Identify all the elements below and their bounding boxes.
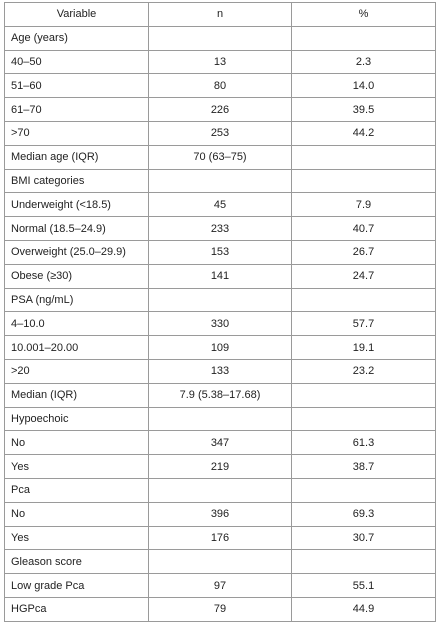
table-row <box>5 50 436 74</box>
n-cell: 396 <box>149 502 292 526</box>
n-cell: 7.9 (5.38–17.68) <box>149 383 292 407</box>
section-label: Hypoechoic <box>5 407 149 431</box>
table-row <box>5 74 436 98</box>
n-cell: 253 <box>149 121 292 145</box>
empty-cell <box>292 407 436 431</box>
percent-cell: 69.3 <box>292 502 436 526</box>
percent-cell: 30.7 <box>292 526 436 550</box>
variable-cell: Low grade Pca <box>5 574 149 598</box>
percent-cell: 55.1 <box>292 574 436 598</box>
variable-cell: 51–60 <box>5 74 149 98</box>
table-row <box>5 455 436 479</box>
empty-cell <box>149 550 292 574</box>
percent-cell: 44.9 <box>292 597 436 621</box>
percent-cell: 44.2 <box>292 121 436 145</box>
empty-cell <box>292 550 436 574</box>
empty-cell <box>149 288 292 312</box>
table-row <box>5 240 436 264</box>
n-cell: 70 (63–75) <box>149 145 292 169</box>
variable-cell: 61–70 <box>5 98 149 122</box>
percent-cell: 2.3 <box>292 50 436 74</box>
table-row <box>5 98 436 122</box>
table-row <box>5 574 436 598</box>
empty-cell <box>149 478 292 502</box>
percent-cell: 40.7 <box>292 217 436 241</box>
variable-cell: 40–50 <box>5 50 149 74</box>
n-cell: 330 <box>149 312 292 336</box>
variable-cell: HGPca <box>5 597 149 621</box>
n-cell: 226 <box>149 98 292 122</box>
table-row <box>5 336 436 360</box>
percent-cell: 24.7 <box>292 264 436 288</box>
percent-cell: 39.5 <box>292 98 436 122</box>
empty-cell <box>292 478 436 502</box>
table-row <box>5 264 436 288</box>
empty-cell <box>292 288 436 312</box>
variable-cell: 4–10.0 <box>5 312 149 336</box>
table-row <box>5 145 436 169</box>
variable-cell: Median (IQR) <box>5 383 149 407</box>
variable-cell: No <box>5 431 149 455</box>
table-body <box>5 26 436 621</box>
percent-cell: 26.7 <box>292 240 436 264</box>
variable-cell: No <box>5 502 149 526</box>
table-row <box>5 597 436 621</box>
percent-cell <box>292 145 436 169</box>
section-label: Age (years) <box>5 26 149 50</box>
table-row <box>5 526 436 550</box>
section-row <box>5 550 436 574</box>
percent-cell: 61.3 <box>292 431 436 455</box>
variable-cell: >20 <box>5 359 149 383</box>
table-row <box>5 383 436 407</box>
n-cell: 233 <box>149 217 292 241</box>
header-variable: Variable <box>5 3 149 27</box>
variable-cell: Obese (≥30) <box>5 264 149 288</box>
section-row <box>5 407 436 431</box>
section-label: PSA (ng/mL) <box>5 288 149 312</box>
table-header-row <box>5 3 436 27</box>
section-row <box>5 478 436 502</box>
table-row <box>5 121 436 145</box>
table-row <box>5 312 436 336</box>
header-n: n <box>149 3 292 27</box>
variable-cell: Yes <box>5 526 149 550</box>
empty-cell <box>149 26 292 50</box>
header-percent: % <box>292 3 436 27</box>
section-label: Pca <box>5 478 149 502</box>
table-row <box>5 217 436 241</box>
variable-cell: 10.001–20.00 <box>5 336 149 360</box>
variable-cell: Yes <box>5 455 149 479</box>
percent-cell: 7.9 <box>292 193 436 217</box>
section-row <box>5 288 436 312</box>
percent-cell <box>292 383 436 407</box>
n-cell: 80 <box>149 74 292 98</box>
empty-cell <box>292 26 436 50</box>
empty-cell <box>292 169 436 193</box>
variable-cell: Normal (18.5–24.9) <box>5 217 149 241</box>
n-cell: 109 <box>149 336 292 360</box>
n-cell: 133 <box>149 359 292 383</box>
characteristics-table <box>4 2 436 622</box>
n-cell: 219 <box>149 455 292 479</box>
empty-cell <box>149 407 292 431</box>
variable-cell: Median age (IQR) <box>5 145 149 169</box>
n-cell: 97 <box>149 574 292 598</box>
percent-cell: 57.7 <box>292 312 436 336</box>
variable-cell: Underweight (<18.5) <box>5 193 149 217</box>
percent-cell: 23.2 <box>292 359 436 383</box>
n-cell: 79 <box>149 597 292 621</box>
section-row <box>5 26 436 50</box>
table-row <box>5 502 436 526</box>
n-cell: 45 <box>149 193 292 217</box>
section-label: BMI categories <box>5 169 149 193</box>
table-row <box>5 431 436 455</box>
section-row <box>5 169 436 193</box>
percent-cell: 14.0 <box>292 74 436 98</box>
empty-cell <box>149 169 292 193</box>
section-label: Gleason score <box>5 550 149 574</box>
n-cell: 176 <box>149 526 292 550</box>
n-cell: 13 <box>149 50 292 74</box>
variable-cell: Overweight (25.0–29.9) <box>5 240 149 264</box>
table-row <box>5 359 436 383</box>
table-row <box>5 193 436 217</box>
n-cell: 153 <box>149 240 292 264</box>
n-cell: 347 <box>149 431 292 455</box>
variable-cell: >70 <box>5 121 149 145</box>
percent-cell: 38.7 <box>292 455 436 479</box>
n-cell: 141 <box>149 264 292 288</box>
percent-cell: 19.1 <box>292 336 436 360</box>
